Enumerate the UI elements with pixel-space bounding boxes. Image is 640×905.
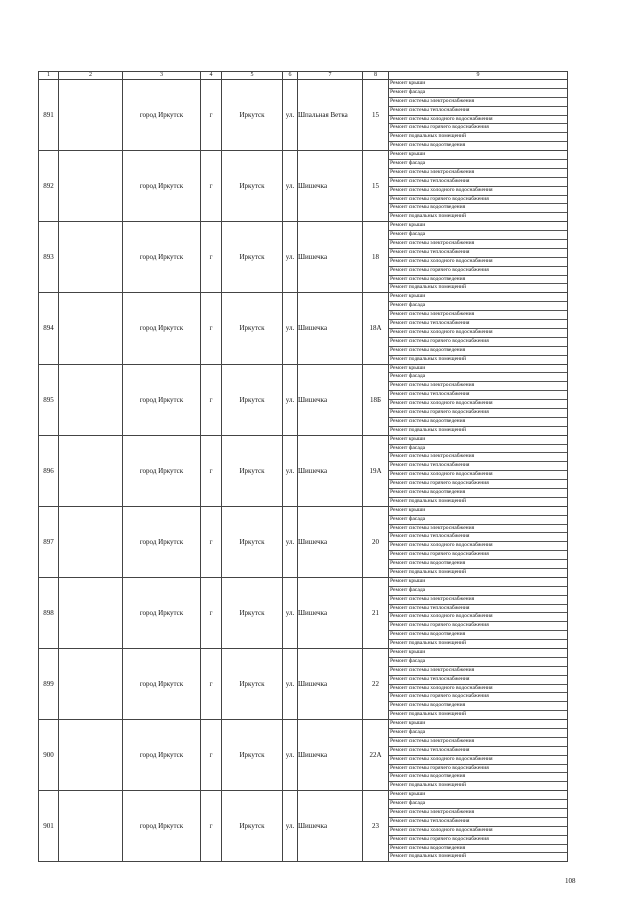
house-number: 15 [363,151,389,222]
works-list [389,293,568,364]
work-item: Ремонт системы горячего водоснабжения [389,409,567,418]
work-item: Ремонт системы холодного водоснабжения [389,471,567,480]
works-list [389,435,568,506]
municipality: город Иркутск [123,577,201,648]
street-type: ул. [283,649,298,720]
empty-cell [59,791,123,862]
work-item: Ремонт системы холодного водоснабжения [389,258,567,267]
work-item: Ремонт системы горячего водоснабжения [389,196,567,205]
settlement-type: г [201,506,222,577]
street-type: ул. [283,80,298,151]
work-item: Ремонт системы водоотведения [389,204,567,213]
city: Иркутск [222,80,283,151]
work-item: Ремонт системы теплоснабжения [389,249,567,258]
work-item: Ремонт системы водоотведения [389,702,567,711]
work-item: Ремонт системы водоотведения [390,142,466,149]
empty-cell [59,293,123,364]
street-type: ул. [283,222,298,293]
street-name: Шпальная Ветка [298,80,363,151]
municipality: город Иркутск [123,222,201,293]
settlement-type: г [201,720,222,791]
street-type: ул. [283,364,298,435]
house-number: 20 [363,506,389,577]
row-number: 896 [39,435,59,506]
work-item: Ремонт системы водоотведения [389,773,567,782]
work-item: Ремонт системы холодного водоснабжения [389,329,567,338]
street-name: Шишечка [298,293,363,364]
street-name: Шишечка [298,720,363,791]
street-type: ул. [283,293,298,364]
municipality: город Иркутск [123,364,201,435]
table-row [39,577,568,648]
work-item: Ремонт системы теплоснабжения [389,391,567,400]
city: Иркутск [222,506,283,577]
work-item: Ремонт фасада [389,373,567,382]
work-item: Ремонт системы горячего водоснабжения [389,765,567,774]
col-header-1: 1 [39,72,59,80]
work-item: Ремонт системы электроснабжения [389,382,567,391]
col-header-3: 3 [123,72,201,80]
city: Иркутск [222,577,283,648]
work-item: Ремонт подвальных помещений [390,782,467,789]
empty-cell [59,720,123,791]
municipality: город Иркутск [123,293,201,364]
work-item: Ремонт системы электроснабжения [389,525,567,534]
work-item: Ремонт системы теплоснабжения [389,178,567,187]
work-item: Ремонт системы теплоснабжения [389,533,567,542]
table-row [39,649,568,720]
settlement-type: г [201,293,222,364]
work-item: Ремонт системы горячего водоснабжения [389,124,567,133]
municipality: город Иркутск [123,80,201,151]
street-type: ул. [283,720,298,791]
work-item: Ремонт системы холодного водоснабжения [389,116,567,125]
work-item: Ремонт системы водоотведения [389,845,567,854]
work-item: Ремонт системы теплоснабжения [389,818,567,827]
work-item: Ремонт системы водоотведения [389,347,567,356]
work-item: Ремонт системы водоотведения [389,418,567,427]
street-type: ул. [283,577,298,648]
works-list [389,80,568,151]
work-item: Ремонт подвальных помещений [390,284,467,291]
work-item: Ремонт крыши [389,507,567,516]
work-item: Ремонт системы теплоснабжения [389,747,567,756]
work-item: Ремонт фасада [389,160,567,169]
municipality: город Иркутск [123,435,201,506]
work-item: Ремонт системы горячего водоснабжения [389,693,567,702]
table-row [39,435,568,506]
row-number: 901 [39,791,59,862]
work-item: Ремонт подвальных помещений [390,711,467,718]
house-number: 18Б [363,364,389,435]
work-item: Ремонт системы электроснабжения [389,311,567,320]
works-list [389,506,568,577]
work-item: Ремонт подвальных помещений [390,497,467,504]
work-item: Ремонт системы холодного водоснабжения [389,827,567,836]
city: Иркутск [222,649,283,720]
street-type: ул. [283,791,298,862]
settlement-type: г [201,791,222,862]
house-number: 22А [363,720,389,791]
settlement-type: г [201,435,222,506]
house-number: 23 [363,791,389,862]
settlement-type: г [201,222,222,293]
work-item: Ремонт системы водоотведения [389,560,567,569]
street-name: Шишечка [298,506,363,577]
work-item: Ремонт подвальных помещений [390,568,467,575]
work-item: Ремонт системы холодного водоснабжения [389,756,567,765]
work-item: Ремонт фасада [389,516,567,525]
work-item: Ремонт подвальных помещений [390,640,467,647]
works-list [389,720,568,791]
work-item: Ремонт фасада [389,231,567,240]
work-item: Ремонт системы электроснабжения [389,596,567,605]
work-item: Ремонт крыши [389,791,567,800]
col-header-7: 7 [298,72,363,80]
work-item: Ремонт фасада [389,729,567,738]
work-item: Ремонт подвальных помещений [390,853,467,860]
registry-table [38,71,568,862]
settlement-type: г [201,577,222,648]
street-name: Шишечка [298,151,363,222]
row-number: 900 [39,720,59,791]
empty-cell [59,506,123,577]
work-item: Ремонт крыши [389,365,567,374]
street-name: Шишечка [298,222,363,293]
empty-cell [59,151,123,222]
works-list [389,222,568,293]
work-item: Ремонт фасада [389,445,567,454]
empty-cell [59,80,123,151]
city: Иркутск [222,293,283,364]
work-item: Ремонт системы водоотведения [389,631,567,640]
work-item: Ремонт системы водоотведения [389,276,567,285]
house-number: 18 [363,222,389,293]
city: Иркутск [222,435,283,506]
col-header-9: 9 [389,72,568,80]
row-number: 892 [39,151,59,222]
street-name: Шишечка [298,791,363,862]
work-item: Ремонт системы холодного водоснабжения [389,542,567,551]
work-item: Ремонт подвальных помещений [390,426,467,433]
work-item: Ремонт фасада [389,658,567,667]
work-item: Ремонт системы горячего водоснабжения [389,338,567,347]
work-item: Ремонт системы холодного водоснабжения [389,685,567,694]
work-item: Ремонт системы холодного водоснабжения [389,187,567,196]
work-item: Ремонт крыши [389,80,567,89]
work-item: Ремонт крыши [389,436,567,445]
row-number: 895 [39,364,59,435]
house-number: 18А [363,293,389,364]
work-item: Ремонт системы теплоснабжения [389,462,567,471]
work-item: Ремонт крыши [389,293,567,302]
table-row [39,364,568,435]
empty-cell [59,364,123,435]
page-number: 108 [565,877,576,885]
row-number: 894 [39,293,59,364]
house-number: 15 [363,80,389,151]
work-item: Ремонт системы электроснабжения [389,98,567,107]
work-item: Ремонт подвальных помещений [390,213,467,220]
street-type: ул. [283,506,298,577]
street-name: Шишечка [298,435,363,506]
work-item: Ремонт крыши [389,649,567,658]
works-list [389,791,568,862]
works-list [389,151,568,222]
work-item: Ремонт системы электроснабжения [389,169,567,178]
municipality: город Иркутск [123,506,201,577]
street-type: ул. [283,435,298,506]
work-item: Ремонт системы теплоснабжения [389,320,567,329]
settlement-type: г [201,364,222,435]
work-item: Ремонт фасада [389,800,567,809]
work-item: Ремонт системы горячего водоснабжения [389,622,567,631]
city: Иркутск [222,222,283,293]
table-row [39,222,568,293]
work-item: Ремонт системы теплоснабжения [389,107,567,116]
work-item: Ремонт системы теплоснабжения [389,676,567,685]
table-body [39,80,568,862]
col-header-6: 6 [283,72,298,80]
empty-cell [59,577,123,648]
work-item: Ремонт системы теплоснабжения [389,605,567,614]
works-list [389,577,568,648]
street-name: Шишечка [298,649,363,720]
work-item: Ремонт системы холодного водоснабжения [389,613,567,622]
city: Иркутск [222,364,283,435]
works-list [389,649,568,720]
city: Иркутск [222,791,283,862]
row-number: 899 [39,649,59,720]
work-item: Ремонт фасада [389,587,567,596]
work-item: Ремонт системы горячего водоснабжения [389,480,567,489]
municipality: город Иркутск [123,720,201,791]
table-row [39,506,568,577]
street-name: Шишечка [298,577,363,648]
row-number: 893 [39,222,59,293]
table-row [39,151,568,222]
house-number: 22 [363,649,389,720]
work-item: Ремонт подвальных помещений [389,133,567,142]
work-item: Ремонт системы водоотведения [389,489,567,498]
municipality: город Иркутск [123,649,201,720]
settlement-type: г [201,151,222,222]
empty-cell [59,435,123,506]
work-item: Ремонт системы электроснабжения [389,240,567,249]
street-name: Шишечка [298,364,363,435]
col-header-5: 5 [222,72,283,80]
work-item: Ремонт фасада [389,302,567,311]
row-number: 898 [39,577,59,648]
house-number: 21 [363,577,389,648]
work-item: Ремонт системы электроснабжения [389,453,567,462]
work-item: Ремонт системы электроснабжения [389,667,567,676]
settlement-type: г [201,649,222,720]
header-row [39,72,568,80]
empty-cell [59,222,123,293]
work-item: Ремонт крыши [389,578,567,587]
municipality: город Иркутск [123,791,201,862]
col-header-2: 2 [59,72,123,80]
city: Иркутск [222,720,283,791]
row-number: 897 [39,506,59,577]
table-row [39,80,568,151]
row-number: 891 [39,80,59,151]
municipality: город Иркутск [123,151,201,222]
table-row [39,720,568,791]
table-row [39,293,568,364]
work-item: Ремонт системы горячего водоснабжения [389,267,567,276]
works-list [389,364,568,435]
empty-cell [59,649,123,720]
work-item: Ремонт крыши [389,720,567,729]
work-item: Ремонт подвальных помещений [390,355,467,362]
work-item: Ремонт системы электроснабжения [389,809,567,818]
col-header-4: 4 [201,72,222,80]
work-item: Ремонт системы горячего водоснабжения [389,836,567,845]
house-number: 19А [363,435,389,506]
work-item: Ремонт системы электроснабжения [389,738,567,747]
work-item: Ремонт системы горячего водоснабжения [389,551,567,560]
table-row [39,791,568,862]
work-item: Ремонт крыши [389,222,567,231]
work-item: Ремонт крыши [389,151,567,160]
street-type: ул. [283,151,298,222]
work-item: Ремонт системы холодного водоснабжения [389,400,567,409]
settlement-type: г [201,80,222,151]
col-header-8: 8 [363,72,389,80]
work-item: Ремонт фасада [389,89,567,98]
city: Иркутск [222,151,283,222]
